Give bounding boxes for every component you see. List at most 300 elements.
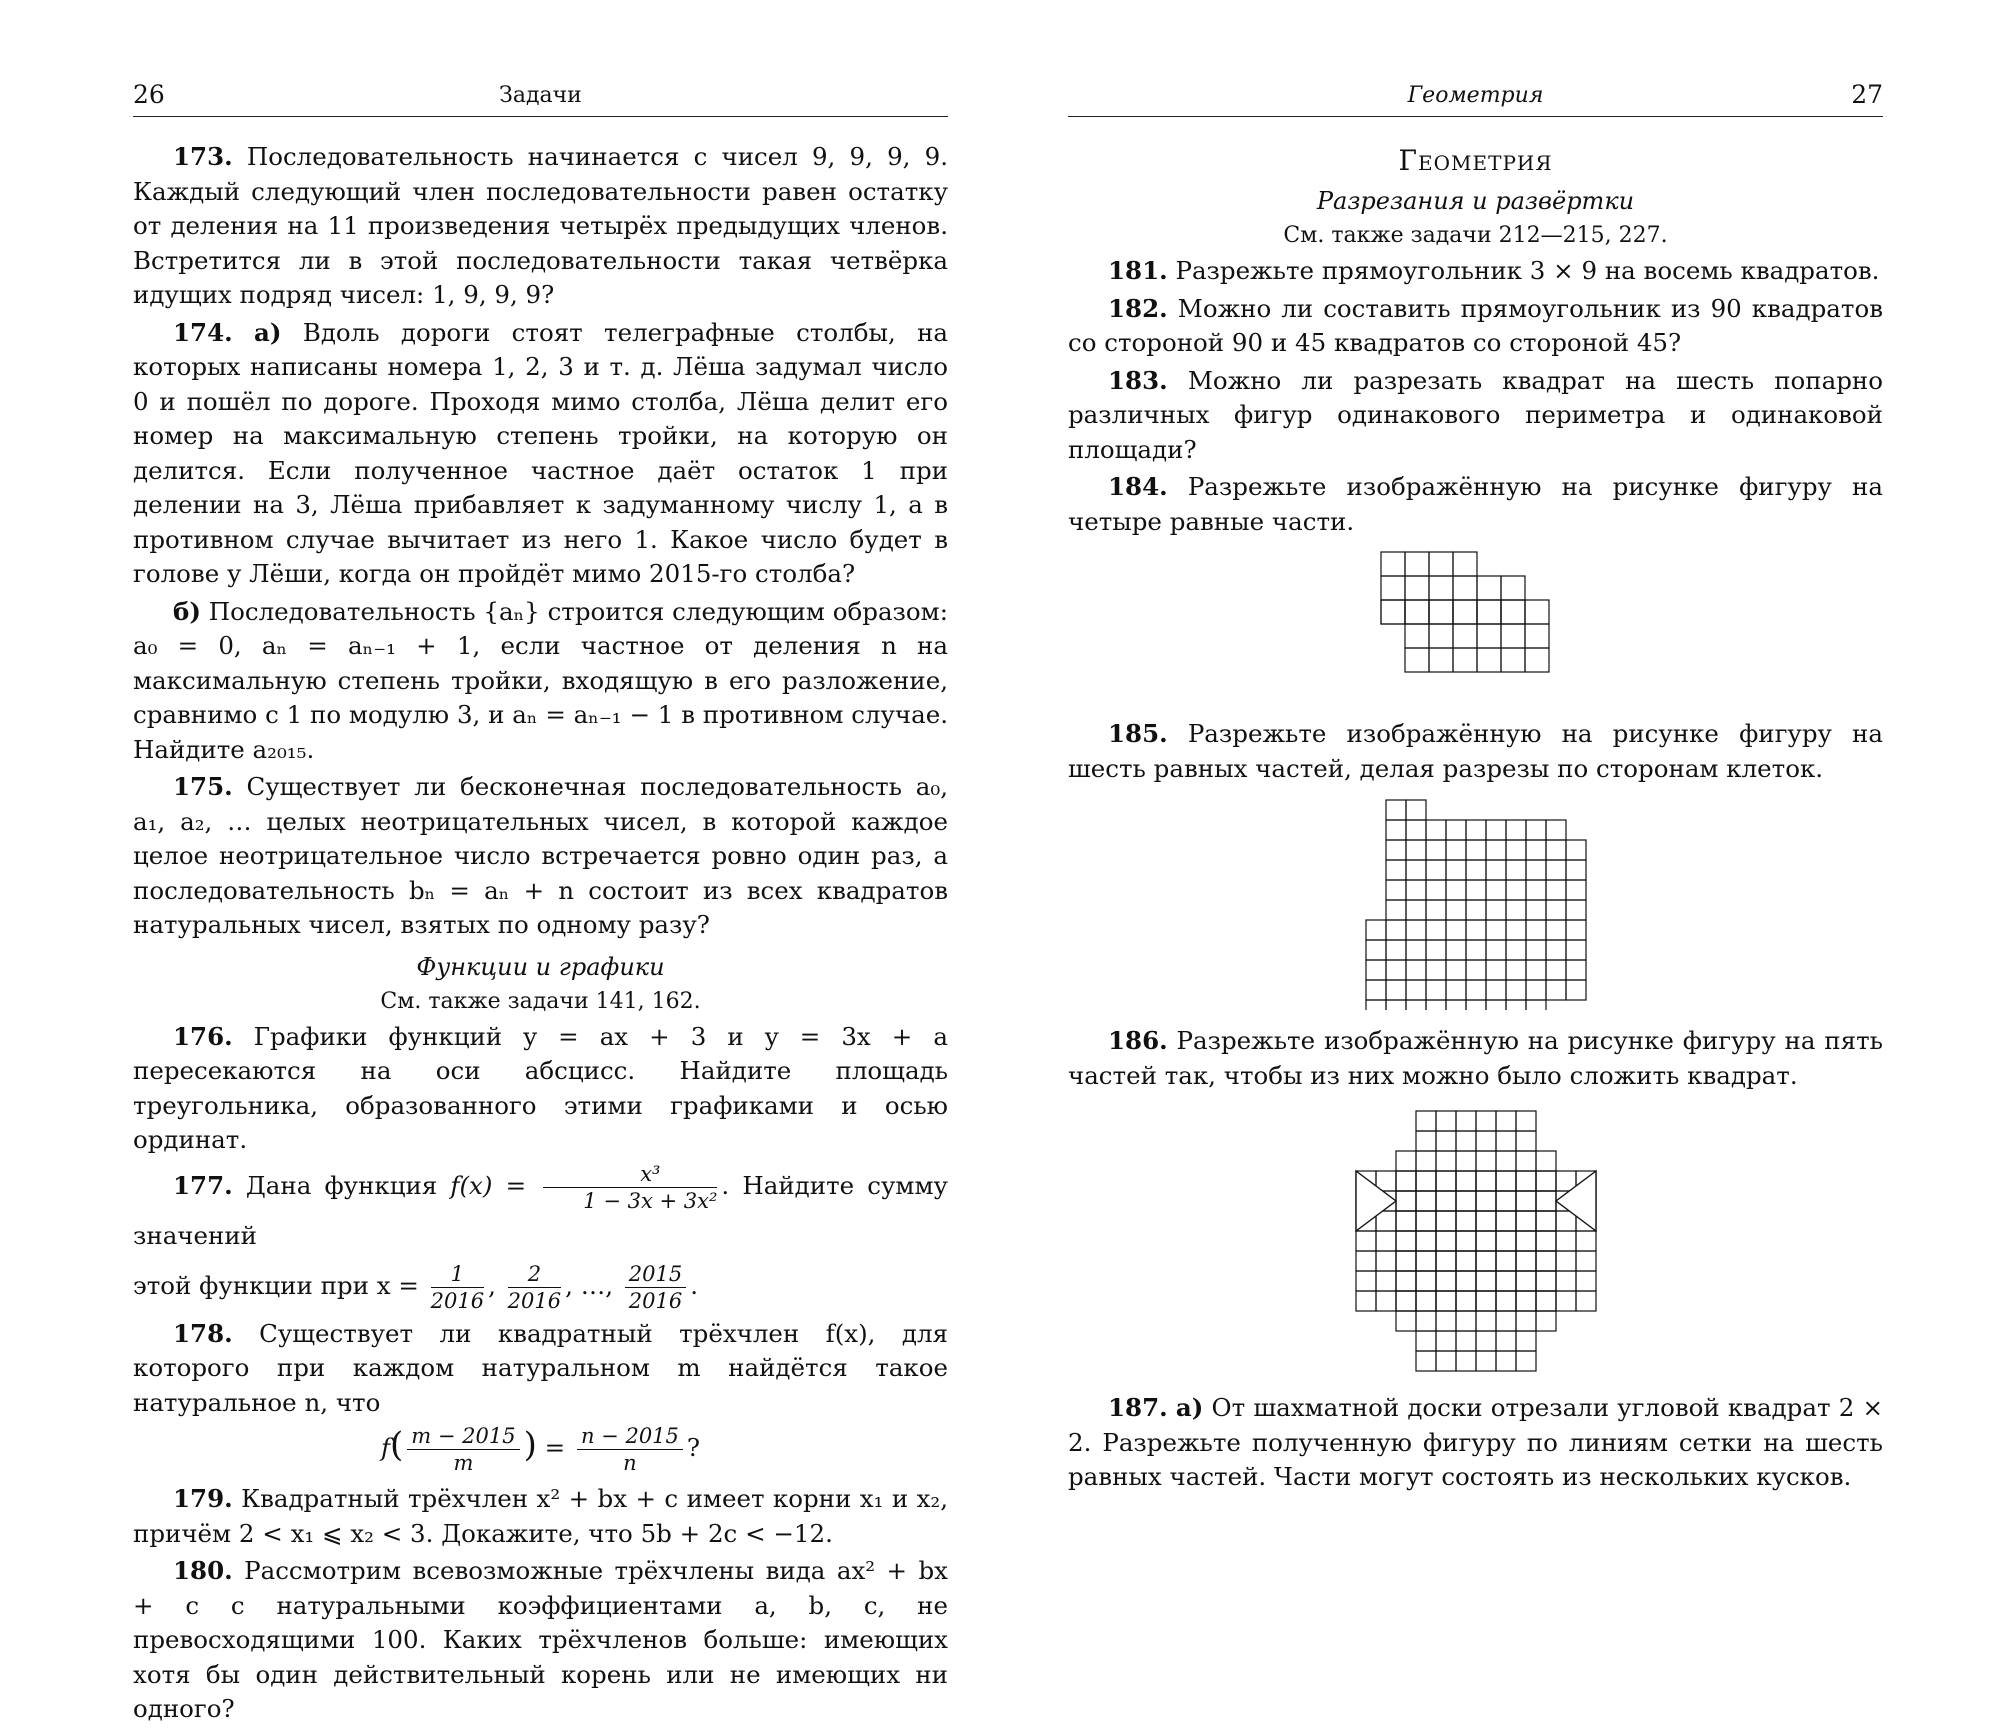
numerator: 2 [508, 1261, 561, 1288]
grid-cell [1456, 1191, 1476, 1211]
grid-cell [1386, 880, 1406, 900]
grid-cell [1536, 1251, 1556, 1271]
grid-cell [1416, 1171, 1436, 1191]
grid-cell [1446, 1000, 1466, 1010]
grid-cell [1416, 1131, 1436, 1151]
problem-text: этой функции при x = [133, 1270, 419, 1300]
grid-cell [1416, 1231, 1436, 1251]
grid-cell [1356, 1271, 1376, 1291]
grid-cell [1366, 1000, 1386, 1010]
grid-cell [1446, 860, 1466, 880]
grid-cell [1429, 600, 1453, 624]
grid-cell [1436, 1331, 1456, 1351]
grid-cell [1536, 1231, 1556, 1251]
grid-cell [1396, 1311, 1416, 1331]
grid-cell [1496, 1191, 1516, 1211]
grid-cell [1496, 1211, 1516, 1231]
grid-cell [1356, 1291, 1376, 1311]
grid-cell [1456, 1171, 1476, 1191]
grid-cell [1386, 900, 1406, 920]
grid-cell [1516, 1251, 1536, 1271]
grid-cell [1416, 1291, 1436, 1311]
grid-cell [1446, 880, 1466, 900]
left-page-header [133, 78, 948, 117]
right-page-body [1068, 140, 1883, 1498]
problem-text: От шахматной доски отрезали угловой квадрат 2 × 2. Разрежьте полученную фигуру по линиям сетки на шесть равных частей. Части могут состоять из нескольких кусков. [1068, 1393, 1883, 1491]
subsection-title: Разрезания и развёртки [1316, 187, 1635, 215]
grid-cell [1516, 1291, 1536, 1311]
grid-cell [1466, 820, 1486, 840]
grid-cell [1486, 920, 1506, 940]
grid-cell [1405, 624, 1429, 648]
problem-187 [1068, 1391, 1883, 1495]
grid-cell [1429, 624, 1453, 648]
grid-cell [1566, 920, 1586, 940]
grid-cell [1476, 1251, 1496, 1271]
grid-cell [1486, 1000, 1506, 1010]
problem-number: 178. [173, 1318, 233, 1348]
grid-cell [1476, 1151, 1496, 1171]
grid-cell [1406, 940, 1426, 960]
grid-cell [1476, 1111, 1496, 1131]
problem-number: 185. [1108, 719, 1168, 748]
grid-cell [1496, 1291, 1516, 1311]
running-head: Задачи [499, 83, 582, 108]
grid-cell [1429, 552, 1453, 576]
grid-cell [1436, 1291, 1456, 1311]
grid-cell [1396, 1231, 1416, 1251]
grid-cell [1496, 1251, 1516, 1271]
grid-cell [1453, 624, 1477, 648]
grid-cell [1366, 940, 1386, 960]
grid-cell [1476, 1231, 1496, 1251]
grid-cell [1501, 600, 1525, 624]
grid-cell [1453, 552, 1477, 576]
grid-cell [1486, 820, 1506, 840]
grid-cell [1536, 1231, 1556, 1251]
grid-cell [1536, 1271, 1556, 1291]
grid-cell [1456, 1311, 1476, 1331]
grid-cell [1406, 860, 1426, 880]
grid-cell [1556, 1271, 1576, 1291]
grid-cell [1576, 1271, 1596, 1291]
grid-cell [1486, 980, 1506, 1000]
grid-cell [1456, 1271, 1476, 1291]
formula-178: f( $\frac{m - 2015}{m}$ ) = $\frac{n - 2015}{n}$ ? [380, 1424, 701, 1475]
grid-cell [1516, 1271, 1536, 1291]
grid-cell [1446, 900, 1466, 920]
cross-figure-186 [1345, 1105, 1607, 1377]
grid-cell [1386, 820, 1406, 840]
grid-cell [1536, 1271, 1556, 1291]
grid-cell [1366, 980, 1386, 1000]
grid-cell [1516, 1211, 1536, 1231]
fraction [508, 1261, 561, 1314]
grid-cell [1405, 600, 1429, 624]
grid-cell [1516, 1351, 1536, 1371]
grid-cell [1456, 1231, 1476, 1251]
grid-cell [1429, 600, 1453, 624]
grid-cell [1526, 980, 1546, 1000]
grid-cell [1396, 1271, 1416, 1291]
grid-cell [1566, 840, 1586, 860]
grid-cell [1546, 820, 1566, 840]
grid-cell [1416, 1291, 1436, 1311]
grid-cell [1546, 880, 1566, 900]
problem-text: Вдоль дороги стоят телеграфные столбы, на которых написаны номера 1, 2, 3 и т. д. Лёша задумал число 0 и пошёл по дороге. Проходя мимо столба, Лёша делит его номер на максимальную степень тройки, на которую он делится. Если полученное частное даёт остаток 1 при делении на 3, Лёша прибавляет к задуманному числу 1, а в противном случае вычитает из него 1. Какое число будет в голове у Лёши, когда он пройдёт мимо 2015-го столба? [133, 317, 949, 588]
grid-cell [1516, 1111, 1536, 1131]
see-also-functions: См. также задачи 141, 162. [380, 988, 701, 1014]
fraction [407, 1423, 519, 1476]
grid-cell [1381, 600, 1405, 624]
grid-cell [1406, 800, 1426, 820]
grid-cell [1436, 1171, 1456, 1191]
grid-cell [1446, 980, 1466, 1000]
grid-cell [1486, 960, 1506, 980]
problem-text: Дана функция [245, 1170, 438, 1200]
grid-cell [1486, 860, 1506, 880]
problem-174a [133, 316, 948, 592]
grid-cell [1477, 576, 1501, 600]
grid-cell [1406, 1000, 1426, 1010]
grid-cell [1536, 1291, 1556, 1311]
grid-cell [1536, 1151, 1556, 1171]
grid-cell [1501, 648, 1525, 672]
grid-cell [1456, 1291, 1476, 1311]
numerator: 2015 [625, 1261, 686, 1288]
grid-cell [1426, 1000, 1446, 1010]
problem-number: 183. [1108, 365, 1168, 395]
grid-cell [1506, 880, 1526, 900]
grid-cell [1536, 1211, 1556, 1231]
grid-cell [1366, 960, 1386, 980]
problem-173 [133, 140, 948, 313]
problem-number: 173. [173, 142, 233, 171]
grid-cell [1356, 1251, 1376, 1271]
grid-cell [1496, 1351, 1516, 1371]
see-also: См. также задачи 212—215, 227. [1283, 223, 1668, 248]
grid-cell [1386, 980, 1406, 1000]
grid-cell [1496, 1271, 1516, 1291]
grid-cell [1456, 1211, 1476, 1231]
grid-cell [1416, 1171, 1436, 1191]
grid-cell [1496, 1191, 1516, 1211]
grid-cell [1566, 980, 1586, 1000]
grid-cell [1436, 1131, 1456, 1151]
problem-175 [133, 770, 948, 943]
grid-cell [1436, 1231, 1456, 1251]
grid-cell [1466, 980, 1486, 1000]
problem-180 [133, 1554, 948, 1727]
problem-text: Можно ли разрезать квадрат на шесть попарно различных фигур одинакового периметра и одинаковой площади? [1068, 365, 1883, 464]
grid-cell [1476, 1351, 1496, 1371]
grid-cell [1376, 1271, 1396, 1291]
grid-cell [1396, 1251, 1416, 1271]
grid-cell [1525, 624, 1549, 648]
grid-cell [1466, 960, 1486, 980]
grid-cell [1576, 1291, 1596, 1311]
grid-cell [1556, 1291, 1576, 1311]
grid-cell [1516, 1251, 1536, 1271]
grid-cell [1426, 860, 1446, 880]
grid-cell [1396, 1211, 1416, 1231]
grid-cell [1496, 1231, 1516, 1251]
grid-cell [1406, 960, 1426, 980]
grid-cell [1456, 1131, 1476, 1151]
equals-sign: = [544, 1433, 566, 1462]
grid-cell [1466, 840, 1486, 860]
question-mark: ? [686, 1433, 701, 1462]
figure-185 [1068, 798, 1883, 1010]
grid-cell [1436, 1211, 1456, 1231]
grid-cell [1566, 860, 1586, 880]
grid-cell [1516, 1291, 1536, 1311]
denominator: 1 − 3x + 3x² [583, 1188, 718, 1213]
grid-cell [1406, 880, 1426, 900]
problem-177 [133, 1161, 948, 1258]
grid-cell [1526, 900, 1546, 920]
grid-cell [1381, 576, 1405, 600]
grid-cell [1446, 920, 1466, 940]
grid-cell [1436, 1111, 1456, 1131]
grid-cell [1436, 1251, 1456, 1271]
grid-cell [1426, 840, 1446, 860]
grid-cell [1546, 980, 1566, 1000]
grid-cell [1396, 1291, 1416, 1311]
grid-figure-184 [1380, 551, 1572, 703]
grid-cell [1476, 1191, 1496, 1211]
problem-text: Разрежьте изображённую на рисунке фигуру на четыре равные части. [1068, 472, 1883, 536]
section-title: Геометрия [1398, 144, 1553, 177]
grid-cell [1506, 900, 1526, 920]
grid-cell [1426, 900, 1446, 920]
grid-cell [1496, 1271, 1516, 1291]
right-page [1068, 0, 1883, 1590]
grid-cell [1506, 980, 1526, 1000]
problem-text: Последовательность {aₙ} строится следующим образом: a₀ = 0, aₙ = aₙ₋₁ + 1, если частное от деления n на максимальную степень тройки, входящую в его разложение, сравнимо с 1 по модулю 3, и aₙ = aₙ₋₁ − 1 в противном случае. Найдите a₂₀₁₅. [133, 596, 948, 764]
grid-cell [1436, 1271, 1456, 1291]
grid-cell [1436, 1191, 1456, 1211]
grid-cell [1525, 600, 1549, 624]
grid-cell [1476, 1271, 1496, 1291]
grid-cell [1416, 1211, 1436, 1231]
grid-cell [1416, 1331, 1436, 1351]
problem-text: Существует ли бесконечная последовательность a₀, a₁, a₂, … целых неотрицательных чисел, в которой каждое целое неотрицательное число встречается ровно один раз, а последовательность bₙ = aₙ + n состоит из всех квадратов натуральных чисел, взятых по одному разу? [133, 772, 948, 939]
grid-cell [1466, 940, 1486, 960]
grid-cell [1456, 1351, 1476, 1371]
grid-cell [1477, 600, 1501, 624]
grid-cell [1416, 1191, 1436, 1211]
grid-cell [1456, 1331, 1476, 1351]
problem-182 [1068, 292, 1883, 361]
grid-cell [1429, 648, 1453, 672]
grid-cell [1446, 940, 1466, 960]
page-number: 27 [1851, 80, 1883, 109]
grid-cell [1506, 840, 1526, 860]
problem-part-label: б) [173, 596, 201, 626]
grid-cell [1416, 1211, 1436, 1231]
left-page [133, 0, 949, 1723]
grid-cell [1476, 1191, 1496, 1211]
grid-cell [1516, 1151, 1536, 1171]
grid-cell [1526, 880, 1546, 900]
problem-183 [1068, 364, 1883, 468]
grid-cell [1536, 1171, 1556, 1191]
grid-cell [1526, 820, 1546, 840]
grid-cell [1436, 1351, 1456, 1371]
grid-cell [1356, 1231, 1376, 1251]
problem-text: Можно ли составить прямоугольник из 90 квадратов со стороной 90 и 45 квадратов со стороной 45? [1068, 293, 1883, 357]
grid-cell [1436, 1271, 1456, 1291]
problem-174b [133, 595, 948, 768]
grid-cell [1506, 860, 1526, 880]
grid-cell [1476, 1311, 1496, 1331]
grid-cell [1526, 840, 1546, 860]
grid-cell [1496, 1171, 1516, 1191]
grid-cell [1526, 920, 1546, 940]
section-functions-title: Функции и графики [416, 952, 665, 981]
grid-cell [1453, 576, 1477, 600]
grid-cell [1436, 1311, 1456, 1331]
grid-cell [1386, 960, 1406, 980]
problem-number: 187. [1108, 1393, 1168, 1422]
grid-cell [1446, 960, 1466, 980]
numerator: m − 2015 [407, 1423, 519, 1450]
grid-cell [1396, 1191, 1416, 1211]
grid-cell [1405, 648, 1429, 672]
grid-cell [1496, 1131, 1516, 1151]
grid-cell [1556, 1251, 1576, 1271]
grid-cell [1476, 1211, 1496, 1231]
grid-cell [1456, 1151, 1476, 1171]
grid-cell [1486, 880, 1506, 900]
formula-function: f(x) = [450, 1170, 527, 1200]
grid-cell [1566, 960, 1586, 980]
grid-cell [1416, 1271, 1436, 1291]
grid-cell [1416, 1311, 1436, 1331]
grid-cell [1476, 1211, 1496, 1231]
grid-cell [1536, 1191, 1556, 1211]
grid-cell [1436, 1171, 1456, 1191]
grid-cell [1516, 1131, 1536, 1151]
grid-cell [1516, 1231, 1536, 1251]
formula-function: f [380, 1433, 391, 1462]
grid-cell [1426, 920, 1446, 940]
grid-cell [1366, 920, 1386, 940]
problem-179 [133, 1482, 948, 1551]
grid-cell [1453, 648, 1477, 672]
problem-part-label: а) [1175, 1393, 1204, 1422]
grid-cell [1416, 1231, 1436, 1251]
grid-cell [1386, 860, 1406, 880]
grid-cell [1436, 1251, 1456, 1271]
grid-cell [1426, 880, 1446, 900]
problem-181 [1068, 254, 1883, 289]
grid-cell [1436, 1191, 1456, 1211]
grid-cell [1456, 1271, 1476, 1291]
grid-cell [1376, 1231, 1396, 1251]
fraction [543, 1161, 717, 1214]
grid-cell [1556, 1231, 1576, 1251]
grid-cell [1386, 940, 1406, 960]
grid-cell [1496, 1151, 1516, 1171]
grid-cell [1456, 1231, 1476, 1251]
problem-text: Рассмотрим всевозможные трёхчлены вида ax² + bx + c с натуральными коэффициентами a, b, c, не превосходящими 100. Каких трёхчленов больше: имеющих хотя бы один действительный корень или не имеющих ни одного? [133, 1556, 948, 1723]
grid-cell [1536, 1191, 1556, 1211]
grid-cell [1466, 1000, 1486, 1010]
grid-cell [1416, 1251, 1436, 1271]
problem-number: 180. [173, 1556, 233, 1585]
problem-178 [133, 1317, 948, 1421]
grid-cell [1396, 1211, 1416, 1231]
grid-cell [1576, 1231, 1596, 1251]
grid-cell [1501, 600, 1525, 624]
grid-cell [1396, 1291, 1416, 1311]
grid-cell [1426, 960, 1446, 980]
grid-cell [1516, 1191, 1536, 1211]
grid-cell [1516, 1231, 1536, 1251]
grid-cell [1516, 1271, 1536, 1291]
grid-cell [1396, 1151, 1416, 1171]
problem-number: 186. [1108, 1026, 1168, 1055]
numerator: 1 [431, 1261, 484, 1288]
grid-cell [1496, 1291, 1516, 1311]
grid-cell [1516, 1171, 1536, 1191]
grid-cell [1476, 1331, 1496, 1351]
grid-cell [1466, 900, 1486, 920]
grid-cell [1546, 940, 1566, 960]
grid-cell [1416, 1151, 1436, 1171]
grid-cell [1516, 1171, 1536, 1191]
grid-cell [1506, 920, 1526, 940]
grid-cell [1426, 820, 1446, 840]
grid-cell [1477, 648, 1501, 672]
grid-cell [1436, 1291, 1456, 1311]
grid-cell [1496, 1171, 1516, 1191]
grid-cell [1506, 1000, 1526, 1010]
problem-number: 184. [1108, 472, 1168, 501]
grid-cell [1386, 840, 1406, 860]
grid-cell [1406, 840, 1426, 860]
grid-cell [1466, 860, 1486, 880]
grid-cell [1456, 1251, 1476, 1271]
grid-cell [1416, 1351, 1436, 1371]
grid-cell [1405, 552, 1429, 576]
grid-cell [1426, 980, 1446, 1000]
grid-cell [1396, 1231, 1416, 1251]
grid-cell [1416, 1251, 1436, 1271]
grid-cell [1536, 1251, 1556, 1271]
right-page-header [1068, 78, 1883, 117]
grid-figure-185 [1363, 798, 1589, 1010]
grid-cell [1416, 1111, 1436, 1131]
grid-cell [1453, 600, 1477, 624]
problem-number: 181. [1108, 256, 1168, 285]
grid-cell [1526, 960, 1546, 980]
grid-cell [1546, 960, 1566, 980]
grid-cell [1405, 576, 1429, 600]
grid-cell [1406, 920, 1426, 940]
grid-cell [1536, 1311, 1556, 1331]
grid-cell [1486, 840, 1506, 860]
grid-cell [1466, 920, 1486, 940]
grid-cell [1396, 1171, 1416, 1191]
problem-number: 175. [173, 772, 233, 801]
problem-text: . Найдите сумму значений [133, 1170, 948, 1250]
grid-cell [1477, 600, 1501, 624]
grid-cell [1386, 800, 1406, 820]
grid-cell [1416, 1191, 1436, 1211]
